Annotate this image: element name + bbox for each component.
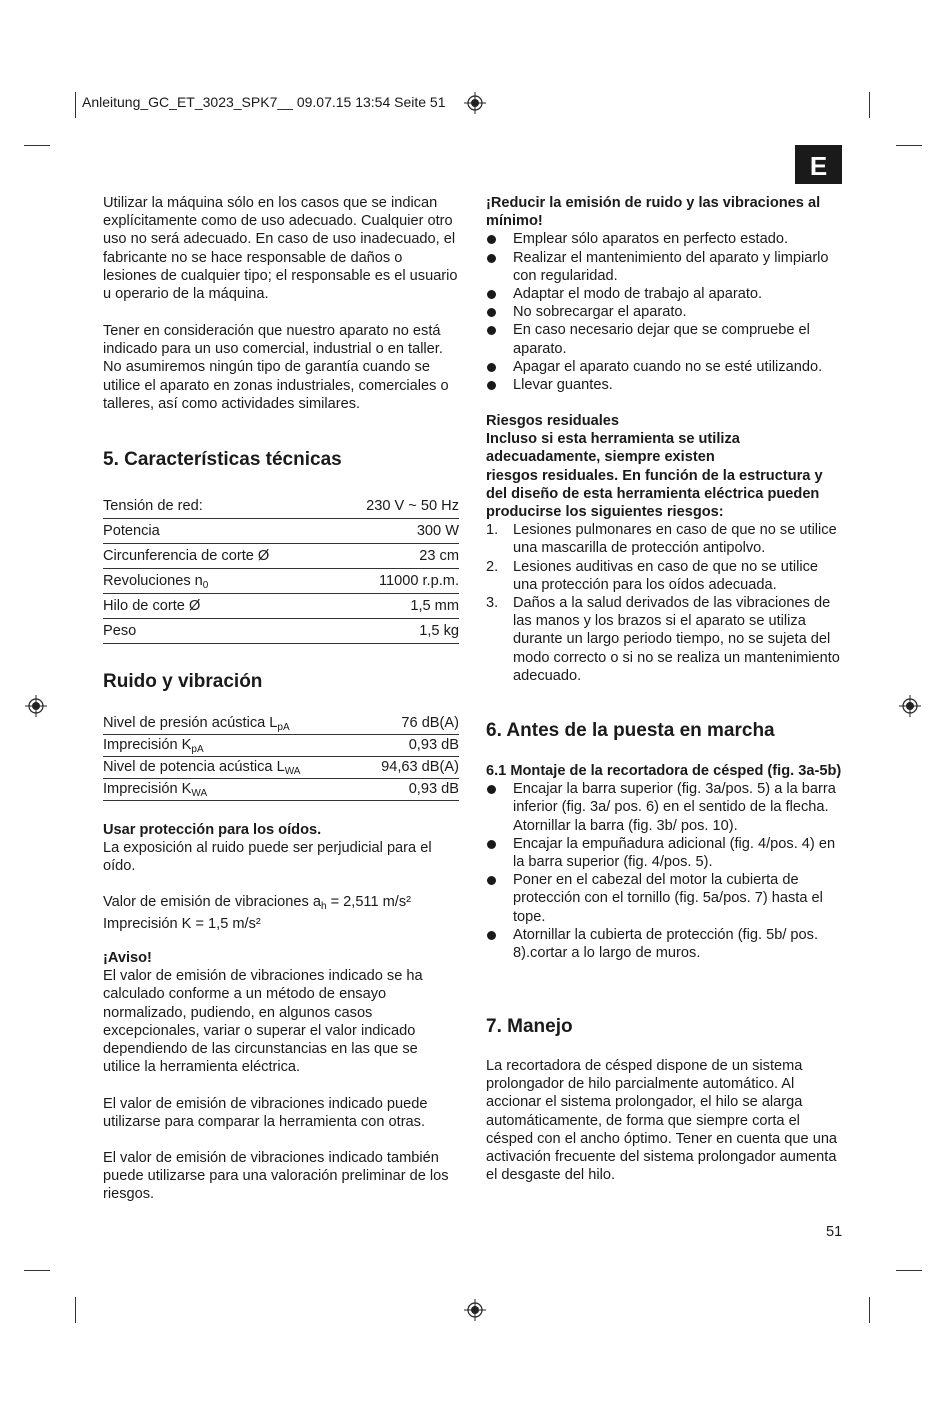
list-item: 2. Lesiones auditivas en caso de que no se utilice una protección para los oídos adecuada. xyxy=(486,558,819,593)
list-item: Encajar la empuñadura adicional (fig. 4/pos. 4) en la barra superior (fig. 4/pos. 5). xyxy=(486,835,842,871)
registration-mark-icon xyxy=(899,695,921,717)
before-start-heading: 6. Antes de la puesta en marcha xyxy=(486,720,775,741)
list-item: Encajar la barra superior (fig. 3a/pos. 5) a la barra inferior (fig. 3a/ pos. 6) en el sentido de la flecha. Atornillar la barra (fig. 3b/ pos. 10). xyxy=(486,780,842,835)
crop-mark xyxy=(75,1297,76,1323)
ear-protection-title: Usar protección para los oídos. xyxy=(103,822,322,838)
list-item: Realizar el mantenimiento del aparato y limpiarlo con regularidad. xyxy=(486,249,842,285)
bullet-icon xyxy=(487,290,496,299)
ear-protection-text: La exposición al ruido puede ser perjudicial para el oído. xyxy=(103,840,432,875)
crop-mark xyxy=(896,1270,922,1271)
crop-mark xyxy=(896,145,922,146)
assembly-heading: 6.1 Montaje de la recortadora de césped (fig. 3a-5b) xyxy=(486,763,842,779)
bullet-icon xyxy=(487,876,496,885)
crop-mark xyxy=(869,92,870,118)
tech-specs-heading: 5. Características técnicas xyxy=(103,449,342,470)
registration-mark-icon xyxy=(464,1299,486,1321)
list-item: 1. Lesiones pulmonares en caso de que no se utilice una mascarilla de protección antipolvo. xyxy=(486,522,837,557)
bullet-icon xyxy=(487,326,496,335)
crop-mark xyxy=(75,92,76,118)
intro-text-1: Utilizar la máquina sólo en los casos que se indican explícitamente como de uso adecuado. Cualquier otro uso no será adecuado. En caso de uso inadecuado, el fabricante no se hace responsable de daños o lesiones de cualquier tipo; el responsable es el usuario u operario de la máquina. xyxy=(103,195,458,303)
residual-risks-block xyxy=(486,412,842,685)
table-row: Nivel de potencia acústica $L_{WA}$ 94,63 dB(A) xyxy=(103,757,459,779)
residual-risks-intro-1: Incluso si esta herramienta se utiliza adecuadamente, siempre existen xyxy=(486,431,740,466)
list-item: Llevar guantes. xyxy=(486,376,842,394)
residual-risks-heading: Riesgos residuales xyxy=(486,413,620,429)
table-row: Tensión de red: 230 V ~ 50 Hz xyxy=(103,494,459,519)
list-item: Atornillar la cubierta de protección (fig. 5b/ pos. 8).cortar a lo largo de muros. xyxy=(486,926,842,962)
crop-mark xyxy=(869,1297,870,1323)
list-item: En caso necesario dejar que se compruebe el aparato. xyxy=(486,321,842,357)
warning-title: ¡Aviso! xyxy=(103,950,152,966)
warning-text-3: El valor de emisión de vibraciones indicado también puede utilizarse para una valoración preliminar de los riesgos. xyxy=(103,1150,449,1203)
list-item: Poner en el cabezal del motor la cubierta de protección con el tornillo (fig. 5a/pos. 7) hasta el tope. xyxy=(486,871,842,926)
language-badge: E xyxy=(795,145,842,184)
registration-mark-icon xyxy=(25,695,47,717)
vibration-values xyxy=(103,893,459,933)
crop-mark xyxy=(24,145,50,146)
registration-mark-icon xyxy=(464,92,486,114)
warning-text: El valor de emisión de vibraciones indicado se ha calculado conforme a un método de ensayo normalizado, pudiendo, en algunos casos excepcionales, variar o superar el valor indicado dependiendo de las circunstancias en las que se utilice la herramienta eléctrica. xyxy=(103,968,423,1076)
bullet-icon xyxy=(487,381,496,390)
bullet-icon xyxy=(487,308,496,317)
noise-table xyxy=(103,713,459,801)
table-row: Peso 1,5 kg xyxy=(103,619,459,644)
bullet-icon xyxy=(487,235,496,244)
ear-protection-block xyxy=(103,821,459,876)
table-row: Potencia 300 W xyxy=(103,519,459,544)
bullet-icon xyxy=(487,363,496,372)
bullet-icon xyxy=(487,931,496,940)
tech-specs-table xyxy=(103,494,459,644)
warning-text-2: El valor de emisión de vibraciones indicado puede utilizarse para comparar la herramienta con otras. xyxy=(103,1096,428,1131)
table-row: Hilo de corte Ø 1,5 mm xyxy=(103,594,459,619)
reduce-noise-block xyxy=(486,194,842,394)
list-item: Apagar el aparato cuando no se esté utilizando. xyxy=(486,358,842,376)
vibration-emission: Valor de emisión de vibraciones $a_h = 2,511$ m/s² xyxy=(103,894,412,912)
assembly-block xyxy=(486,762,842,962)
table-row: Revoluciones $n_0$ 11000 r.p.m. xyxy=(103,569,459,594)
table-row: Imprecisión $K_{WA}$ 0,93 dB xyxy=(103,779,459,801)
reduce-noise-heading: ¡Reducir la emisión de ruido y las vibraciones al mínimo! xyxy=(486,195,821,230)
table-row: Circunferencia de corte Ø 23 cm xyxy=(103,544,459,569)
table-row: Imprecisión $K_{pA}$ 0,93 dB xyxy=(103,735,459,757)
list-item: Emplear sólo aparatos en perfecto estado. xyxy=(486,230,842,248)
list-item: Adaptar el modo de trabajo al aparato. xyxy=(486,285,842,303)
vibration-uncertainty: Imprecisión K = 1,5 m/s² xyxy=(103,916,261,933)
table-row: Nivel de presión acústica $L_{pA}$ 76 dB(A) xyxy=(103,715,459,733)
intro-text-2: Tener en consideración que nuestro aparato no está indicado para un uso comercial, industrial o en taller. No asumiremos ningún tipo de garantía cuando se utilice el aparato en zonas industriales, comerciales o talleres, así como actividades similares. xyxy=(103,323,449,412)
operation-heading: 7. Manejo xyxy=(486,1016,573,1037)
warning-block xyxy=(103,949,459,1076)
bullet-icon xyxy=(487,840,496,849)
print-slug: Anleitung_GC_ET_3023_SPK7__ 09.07.15 13:54 Seite 51 xyxy=(82,94,446,110)
page-number: 51 xyxy=(826,1224,843,1240)
list-item: No sobrecargar el aparato. xyxy=(486,303,842,321)
operation-text: La recortadora de césped dispone de un sistema prolongador de hilo parcialmente automático. Al accionar el sistema prolongador, el hilo se alarga automáticamente, de forma que siempre corta el césped con el ancho óptimo. Tener en cuenta que una activación frecuente del sistema prolongador aumenta el desgaste del hilo. xyxy=(486,1058,838,1184)
noise-heading: Ruido y vibración xyxy=(103,671,263,692)
intro-paragraph-2 xyxy=(103,322,459,413)
residual-risks-intro-2: riesgos residuales. En función de la estructura y del diseño de esta herramienta eléctrica pueden producirse los siguientes riesgos: xyxy=(486,467,823,521)
bullet-icon xyxy=(487,254,496,263)
list-item: 3. Daños a la salud derivados de las vibraciones de las manos y los brazos si el aparato se utiliza durante un largo periodo tiempo, no se sujeta del modo correcto o si no se realiza un mantenimiento adecuado. xyxy=(486,595,840,684)
intro-paragraph-1 xyxy=(103,194,459,303)
bullet-icon xyxy=(487,785,496,794)
crop-mark xyxy=(24,1270,50,1271)
